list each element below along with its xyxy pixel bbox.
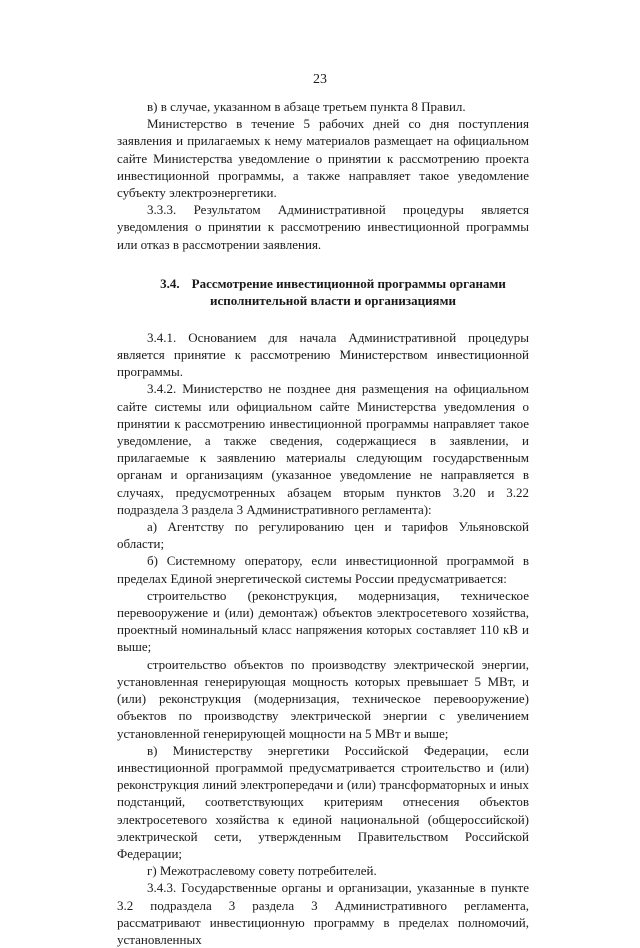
paragraph: 3.4.1. Основанием для начала Административной процедуры является принятие к рассмотрению Министерством инвестиционной программы.	[117, 329, 529, 380]
list-item: г) Межотраслевому совету потребителей.	[147, 863, 377, 879]
section-heading	[117, 275, 529, 309]
paragraph: 3.4.3. Государственные органы и организации, указанные в пункте 3.2 подраздела 3 раздела 3 Административного регламента, рассматривают инвестиционную программу в пределах полномочий, установленных	[117, 880, 529, 947]
paragraph: 3.3.3. Результатом Административной процедуры является уведомления о принятии к рассмотрению инвестиционной программы или отказ в рассмотрении заявления.	[117, 202, 529, 252]
paragraph: 3.4.2. Министерство не позднее дня размещения на официальном сайте системы или официальном сайте Министерства уведомления о принятии к рассмотрению инвестиционной программы направляет такое уведомление, а также сведения, содержащиеся в заявлении, и прилагаемые к заявлению материалы следующим государственным органам и организациям (указанное уведомление не направляется в случаях, предусмотренных абзацем вторым пунктов 3.20 и 3.22 подраздела 3 раздела 3 Административного регламента):	[117, 381, 529, 517]
document-body	[117, 98, 529, 948]
section-title: Рассмотрение инвестиционной программы органами исполнительной власти и организациями	[191, 275, 506, 308]
list-item: а) Агентству по регулированию цен и тарифов Ульяновской области;	[117, 519, 529, 552]
paragraph: Министерство в течение 5 рабочих дней со дня поступления заявления и прилагаемых к нему материалов размещает на официальном сайте Министерства уведомление о принятии к рассмотрению проекта инвестиционной программы, а также направляет такое уведомление субъекту электроэнергетики.	[117, 116, 529, 201]
paragraph: строительство (реконструкция, модернизация, техническое перевооружение и (или) демонтаж) объектов электросетевого хозяйства, проектный номинальный класс напряжения которых составляет 110 кВ и выше;	[117, 587, 529, 655]
page-number: 23	[313, 72, 327, 87]
paragraph: в) в случае, указанном в абзаце третьем пункта 8 Правил.	[147, 99, 466, 114]
section-number: 3.4.	[160, 275, 180, 291]
paragraph: строительство объектов по производству электрической энергии, установленная генерирующая мощность которых превышает 5 МВт, и (или) реконструкция (модернизация, техническое перевооружение) объектов по производству электрической энергии с увеличением установленной генерирующей мощности на 5 МВт и выше;	[117, 656, 529, 741]
list-item: в) Министерству энергетики Российской Федерации, если инвестиционной программой предусматривается строительство и (или) реконструкция линий электропередачи и (или) трансформаторных и иных подстанций, соответствующих критериям отнесения объектов электросетевого хозяйства к единой национальной (общероссийской) электрической сети, утвержденным Правительством Российской Федерации;	[117, 742, 529, 861]
list-item: б) Системному оператору, если инвестиционной программой в пределах Единой энергетической системы России предусматривается:	[117, 553, 529, 586]
